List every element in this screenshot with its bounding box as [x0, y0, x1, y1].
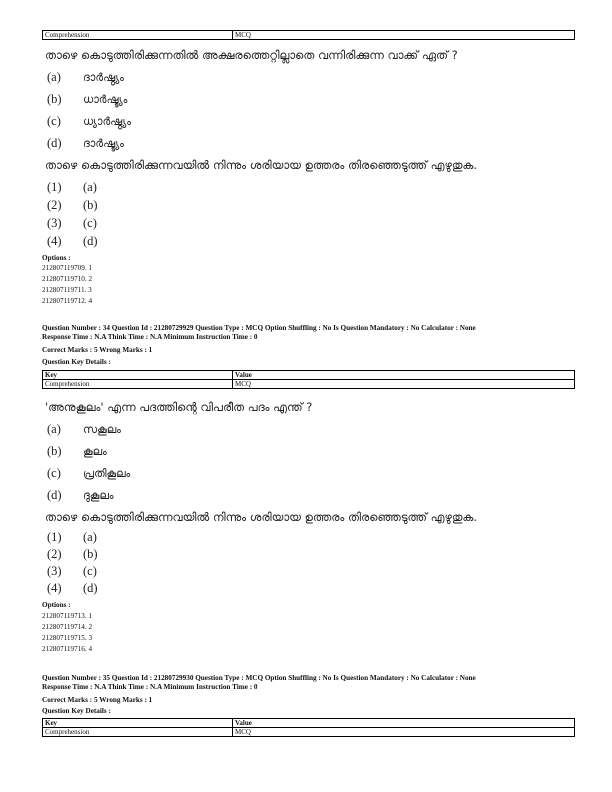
answer-number: (3) [47, 216, 62, 230]
key-cell: Comprehension [43, 728, 233, 737]
answer-letter: (a) [83, 530, 97, 544]
q34-meta-line1: Question Number : 34 Question Id : 21280729929 Question Type : MCQ Option Shuffling : No Is Question Mandatory : No Calculator : None [42, 324, 476, 332]
q35-meta-line2: Response Time : N.A Think Time : N.A Minimum Instruction Time : 0 [42, 683, 258, 691]
q33-options-heading: Options : [42, 254, 71, 262]
q34-option-3: 212807119715. 3 [42, 634, 93, 642]
q33-question-text: താഴെ കൊടുത്തിരിക്കുന്നതിൽ അക്ഷരത്തെറ്റില്ലാതെ വന്നിരിക്കുന്ന വാക്ക് ഏത് ? [45, 48, 458, 62]
choice-label: (b) [47, 92, 62, 106]
q34-meta-line2: Response Time : N.A Think Time : N.A Minimum Instruction Time : 0 [42, 333, 258, 341]
q33-choice-a [47, 70, 124, 85]
q34-option-1: 212807119713. 1 [42, 612, 93, 620]
q34-choice-c [47, 466, 130, 481]
table-header-row [43, 371, 575, 380]
q34-answer-map-3 [47, 564, 97, 579]
choice-label: (d) [47, 136, 62, 150]
value-header: Value [233, 719, 575, 728]
answer-number: (2) [47, 547, 62, 561]
q34-option-4: 212807119716. 4 [42, 645, 93, 653]
choice-text: ദാർഷ്ട്യം [83, 137, 124, 150]
answer-letter: (d) [83, 234, 98, 248]
answer-number: (4) [47, 581, 62, 595]
value-cell: MCQ [233, 380, 575, 389]
choice-label: (d) [47, 488, 62, 502]
answer-number: (3) [47, 564, 62, 578]
table-header-row [43, 719, 575, 728]
q34-answer-map-4 [47, 581, 98, 596]
table-row [43, 31, 575, 40]
value-cell: MCQ [233, 728, 575, 737]
choice-text: ധാർഷ്ട്യം [83, 93, 128, 106]
key-cell: Comprehension [43, 380, 233, 389]
q34-option-2: 212807119714. 2 [42, 623, 93, 631]
q35-key-details-heading: Question Key Details : [42, 707, 111, 715]
q33-option-1: 212807119709. 1 [42, 264, 93, 272]
q33-instruction: താഴെ കൊടുത്തിരിക്കുന്നവയിൽ നിന്നും ശരിയായ ഉത്തരം തിരഞ്ഞെടുത്ത് എഴുതുക. [45, 158, 478, 172]
q33-answer-map-4 [47, 234, 98, 249]
q33-option-4: 212807119712. 4 [42, 297, 93, 305]
answer-number: (4) [47, 234, 62, 248]
q34-key-details-heading: Question Key Details : [42, 358, 111, 366]
choice-text: ദാർഷ്ഠ്യം [83, 71, 124, 84]
choice-text: കൂലം [83, 445, 107, 458]
key-header: Key [43, 719, 233, 728]
q35-marks: Correct Marks : 5 Wrong Marks : 1 [42, 696, 153, 704]
q34-choice-d [47, 488, 114, 503]
answer-letter: (b) [83, 198, 98, 212]
q34-answer-map-1 [47, 530, 97, 545]
choice-label: (c) [47, 466, 61, 480]
q33-answer-map-2 [47, 198, 98, 213]
q34-question-text: 'അനുകൂലം' എന്ന പദത്തിന്റെ വിപരീത പദം എന്ത് ? [45, 400, 313, 414]
value-header: Value [233, 371, 575, 380]
answer-letter: (d) [83, 581, 98, 595]
choice-label: (a) [47, 422, 61, 436]
answer-number: (1) [47, 530, 62, 544]
q33-key-table [42, 30, 575, 40]
answer-letter: (c) [83, 564, 97, 578]
answer-number: (1) [47, 180, 62, 194]
q33-answer-map-1 [47, 180, 97, 195]
value-cell: MCQ [233, 31, 575, 40]
choice-label: (c) [47, 114, 61, 128]
key-header: Key [43, 371, 233, 380]
choice-text: സകൂലം [83, 423, 121, 436]
choice-text: ധ്യാർഷ്ഠ്യം [83, 115, 131, 128]
choice-label: (b) [47, 444, 62, 458]
q33-choice-d [47, 136, 124, 151]
choice-text: ദുകൂലം [83, 489, 114, 502]
table-row [43, 728, 575, 737]
q35-key-table [42, 718, 575, 737]
answer-letter: (c) [83, 216, 97, 230]
q34-choice-b [47, 444, 107, 459]
answer-letter: (b) [83, 547, 98, 561]
key-cell: Comprehension [43, 31, 233, 40]
q34-choice-a [47, 422, 121, 437]
table-row [43, 380, 575, 389]
choice-text: പ്രതികൂലം [83, 467, 131, 480]
q33-option-3: 212807119711. 3 [42, 286, 92, 294]
q34-marks: Correct Marks : 5 Wrong Marks : 1 [42, 346, 153, 354]
q33-choice-b [47, 92, 127, 107]
answer-letter: (a) [83, 180, 97, 194]
q34-instruction: താഴെ കൊടുത്തിരിക്കുന്നവയിൽ നിന്നും ശരിയായ ഉത്തരം തിരഞ്ഞെടുത്ത് എഴുതുക. [45, 510, 478, 524]
answer-number: (2) [47, 198, 62, 212]
q34-key-table [42, 370, 575, 389]
q33-option-2: 212807119710. 2 [42, 275, 93, 283]
choice-label: (a) [47, 70, 61, 84]
q35-meta-line1: Question Number : 35 Question Id : 21280729930 Question Type : MCQ Option Shuffling : No Is Question Mandatory : No Calculator : None [42, 674, 476, 682]
q33-choice-c [47, 114, 131, 129]
q34-options-heading: Options : [42, 601, 71, 609]
q33-answer-map-3 [47, 216, 97, 231]
q34-answer-map-2 [47, 547, 98, 562]
